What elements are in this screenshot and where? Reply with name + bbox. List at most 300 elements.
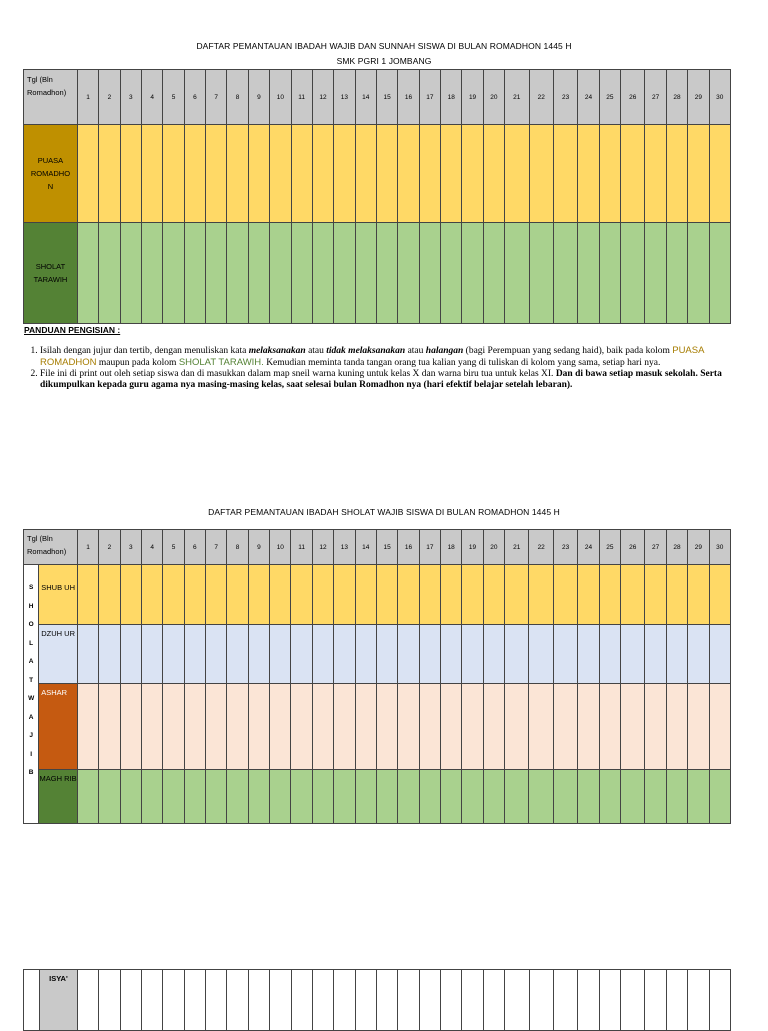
entry-cell-day-28[interactable] xyxy=(666,684,687,770)
entry-cell-day-18[interactable] xyxy=(441,223,462,324)
entry-cell-day-24[interactable] xyxy=(578,223,599,324)
entry-cell-day-22[interactable] xyxy=(529,625,553,684)
day-header-8: 8 xyxy=(227,530,248,565)
entry-cell-day-30[interactable] xyxy=(709,684,731,770)
entry-cell-day-28[interactable] xyxy=(666,770,687,824)
day-header-20: 20 xyxy=(483,530,504,565)
entry-cell-day-20[interactable] xyxy=(483,223,504,324)
entry-cell-day-13[interactable] xyxy=(334,770,355,824)
day-header-11: 11 xyxy=(291,530,312,565)
row-isya xyxy=(24,970,731,1031)
entry-cell-day-21[interactable] xyxy=(505,565,529,625)
entry-cell-day-4[interactable] xyxy=(141,125,162,223)
guide-bold-instruction: Dan di bawa setiap masuk sekolah. Serta dikumpulkan kepada guru agama nya masing-masing kelas, saat selesai bulan Romadhon nya (hari efektif belajar setelah lebaran). xyxy=(40,369,722,390)
day-header-4: 4 xyxy=(141,70,162,125)
table1-title: DAFTAR PEMANTAUAN IBADAH WAJIB DAN SUNNAH SISWA DI BULAN ROMADHON 1445 H xyxy=(196,41,572,51)
entry-cell-day-14[interactable] xyxy=(355,970,376,1031)
entry-cell-day-27[interactable] xyxy=(645,770,666,824)
entry-cell-day-26[interactable] xyxy=(621,625,645,684)
entry-cell-day-9[interactable] xyxy=(248,125,269,223)
date-header-label: Tgl (Bln Romadhon) xyxy=(24,530,78,565)
day-header-24: 24 xyxy=(578,530,599,565)
entry-cell-day-19[interactable] xyxy=(462,223,483,324)
entry-cell-day-16[interactable] xyxy=(398,625,419,684)
table3 xyxy=(23,969,731,1031)
day-header-15: 15 xyxy=(376,70,397,125)
entry-cell-day-29[interactable] xyxy=(688,125,709,223)
entry-cell-day-18[interactable] xyxy=(441,684,462,770)
entry-cell-day-5[interactable] xyxy=(163,684,184,770)
day-header-27: 27 xyxy=(645,530,666,565)
day-header-12: 12 xyxy=(312,530,333,565)
entry-cell-day-1[interactable] xyxy=(77,223,98,324)
entry-cell-day-27[interactable] xyxy=(645,970,666,1031)
day-header-23: 23 xyxy=(553,530,577,565)
entry-cell-day-20[interactable] xyxy=(483,770,504,824)
day-header-19: 19 xyxy=(462,70,483,125)
day-header-23: 23 xyxy=(553,70,577,125)
entry-cell-day-17[interactable] xyxy=(419,625,440,684)
entry-cell-day-10[interactable] xyxy=(270,223,291,324)
entry-cell-day-25[interactable] xyxy=(599,565,620,625)
entry-cell-day-23[interactable] xyxy=(553,684,577,770)
entry-cell-day-22[interactable] xyxy=(529,684,553,770)
entry-cell-day-13[interactable] xyxy=(334,970,355,1031)
day-header-20: 20 xyxy=(483,70,504,125)
entry-cell-day-29[interactable] xyxy=(688,223,709,324)
entry-cell-day-11[interactable] xyxy=(291,223,312,324)
entry-cell-day-23[interactable] xyxy=(553,223,577,324)
day-header-5: 5 xyxy=(163,70,184,125)
entry-cell-day-23[interactable] xyxy=(553,770,577,824)
entry-cell-day-30[interactable] xyxy=(709,970,730,1031)
entry-cell-day-5[interactable] xyxy=(163,125,184,223)
entry-cell-day-8[interactable] xyxy=(227,125,248,223)
day-header-21: 21 xyxy=(505,70,529,125)
entry-cell-day-1[interactable] xyxy=(77,125,98,223)
entry-cell-day-30[interactable] xyxy=(709,125,730,223)
day-header-25: 25 xyxy=(599,530,620,565)
entry-cell-day-17[interactable] xyxy=(419,565,440,625)
date-header-label: Tgl (Bln Romadhon) xyxy=(24,70,78,125)
entry-cell-day-21[interactable] xyxy=(505,684,529,770)
entry-cell-day-18[interactable] xyxy=(441,970,462,1031)
entry-cell-day-12[interactable] xyxy=(312,125,333,223)
entry-cell-day-2[interactable] xyxy=(99,970,120,1031)
entry-cell-day-9[interactable] xyxy=(248,223,269,324)
entry-cell-day-6[interactable] xyxy=(184,770,205,824)
entry-cell-day-14[interactable] xyxy=(355,625,376,684)
entry-cell-day-21[interactable] xyxy=(505,770,529,824)
entry-cell-day-21[interactable] xyxy=(505,625,529,684)
entry-cell-day-16[interactable] xyxy=(398,223,419,324)
entry-cell-day-24[interactable] xyxy=(578,565,599,625)
day-header-10: 10 xyxy=(270,70,291,125)
entry-cell-day-19[interactable] xyxy=(462,770,483,824)
entry-cell-day-11[interactable] xyxy=(291,970,312,1031)
entry-cell-day-27[interactable] xyxy=(645,565,666,625)
entry-cell-day-3[interactable] xyxy=(120,125,141,223)
entry-cell-day-8[interactable] xyxy=(227,565,248,625)
entry-cell-day-26[interactable] xyxy=(621,970,645,1031)
entry-cell-day-29[interactable] xyxy=(688,565,709,625)
day-header-10: 10 xyxy=(270,530,291,565)
entry-cell-day-27[interactable] xyxy=(645,125,666,223)
entry-cell-day-17[interactable] xyxy=(419,770,440,824)
entry-cell-day-1[interactable] xyxy=(77,684,98,770)
entry-cell-day-18[interactable] xyxy=(441,770,462,824)
entry-cell-day-10[interactable] xyxy=(270,625,291,684)
day-header-5: 5 xyxy=(163,530,184,565)
day-header-6: 6 xyxy=(184,70,205,125)
day-header-6: 6 xyxy=(184,530,205,565)
table2-title: DAFTAR PEMANTAUAN IBADAH SHOLAT WAJIB SISWA DI BULAN ROMADHON 1445 H xyxy=(208,507,560,517)
entry-cell-day-16[interactable] xyxy=(398,684,419,770)
entry-cell-day-11[interactable] xyxy=(291,625,312,684)
entry-cell-day-16[interactable] xyxy=(398,770,419,824)
entry-cell-day-21[interactable] xyxy=(505,223,529,324)
guide-text xyxy=(24,345,724,391)
entry-cell-day-1[interactable] xyxy=(77,770,98,824)
entry-cell-day-26[interactable] xyxy=(621,684,645,770)
row-puasa xyxy=(24,125,731,223)
entry-cell-day-24[interactable] xyxy=(578,684,599,770)
day-header-8: 8 xyxy=(227,70,248,125)
day-header-14: 14 xyxy=(355,70,376,125)
day-header-26: 26 xyxy=(621,530,645,565)
day-header-13: 13 xyxy=(334,70,355,125)
entry-cell-day-3[interactable] xyxy=(120,223,141,324)
entry-cell-day-5[interactable] xyxy=(163,970,184,1031)
day-header-11: 11 xyxy=(291,70,312,125)
entry-cell-day-20[interactable] xyxy=(483,125,504,223)
day-header-18: 18 xyxy=(441,530,462,565)
entry-cell-day-24[interactable] xyxy=(578,625,599,684)
entry-cell-day-7[interactable] xyxy=(206,970,227,1031)
entry-cell-day-25[interactable] xyxy=(599,625,620,684)
table1 xyxy=(23,69,731,324)
entry-cell-day-3[interactable] xyxy=(120,684,141,770)
day-header-2: 2 xyxy=(99,70,120,125)
day-header-19: 19 xyxy=(462,530,483,565)
entry-cell-day-29[interactable] xyxy=(688,684,709,770)
day-header-17: 17 xyxy=(419,530,440,565)
entry-cell-day-29[interactable] xyxy=(688,625,709,684)
entry-cell-day-20[interactable] xyxy=(483,625,504,684)
guide-text-segment: Isilah dengan jujur dan tertib, dengan menuliskan kata xyxy=(40,346,249,356)
entry-cell-day-26[interactable] xyxy=(621,770,645,824)
entry-cell-day-29[interactable] xyxy=(688,770,709,824)
entry-cell-day-13[interactable] xyxy=(334,684,355,770)
entry-cell-day-3[interactable] xyxy=(120,770,141,824)
entry-cell-day-27[interactable] xyxy=(645,223,666,324)
entry-cell-day-6[interactable] xyxy=(184,223,205,324)
entry-cell-day-20[interactable] xyxy=(483,565,504,625)
day-header-17: 17 xyxy=(419,70,440,125)
entry-cell-day-22[interactable] xyxy=(529,125,553,223)
entry-cell-day-28[interactable] xyxy=(666,223,687,324)
entry-cell-day-9[interactable] xyxy=(248,625,269,684)
day-header-16: 16 xyxy=(398,530,419,565)
entry-cell-day-6[interactable] xyxy=(184,565,205,625)
entry-cell-day-14[interactable] xyxy=(355,770,376,824)
row-shubuh xyxy=(24,565,731,625)
guide-text-segment: atau xyxy=(405,346,426,356)
guide-puasa-ref: PUASA ROMADHON xyxy=(40,345,704,368)
entry-cell-day-21[interactable] xyxy=(505,125,529,223)
entry-cell-day-18[interactable] xyxy=(441,565,462,625)
entry-cell-day-18[interactable] xyxy=(441,625,462,684)
guide-emph-tidak: tidak melaksanakan xyxy=(326,346,406,356)
entry-cell-day-10[interactable] xyxy=(270,684,291,770)
row-label-isya: ISYA' xyxy=(40,970,77,1030)
entry-cell-day-30[interactable] xyxy=(709,625,731,684)
entry-cell-day-12[interactable] xyxy=(312,625,333,684)
day-header-1: 1 xyxy=(77,530,98,565)
day-header-30: 30 xyxy=(709,530,731,565)
day-header-18: 18 xyxy=(441,70,462,125)
entry-cell-day-19[interactable] xyxy=(462,684,483,770)
entry-cell-day-6[interactable] xyxy=(184,625,205,684)
entry-cell-day-2[interactable] xyxy=(99,684,120,770)
entry-cell-day-12[interactable] xyxy=(312,684,333,770)
day-header-24: 24 xyxy=(578,70,599,125)
entry-cell-day-27[interactable] xyxy=(645,684,666,770)
entry-cell-day-8[interactable] xyxy=(227,970,248,1031)
entry-cell-day-2[interactable] xyxy=(99,223,120,324)
guide-item-1 xyxy=(40,345,724,369)
entry-cell-day-4[interactable] xyxy=(141,625,162,684)
entry-cell-day-6[interactable] xyxy=(184,684,205,770)
entry-cell-day-14[interactable] xyxy=(355,684,376,770)
side-label-text: S H O L A T W A J I B xyxy=(28,584,37,776)
entry-cell-day-15[interactable] xyxy=(376,770,397,824)
entry-cell-day-19[interactable] xyxy=(462,565,483,625)
row-ashar xyxy=(24,684,731,770)
entry-cell-day-25[interactable] xyxy=(599,684,620,770)
entry-cell-day-18[interactable] xyxy=(441,125,462,223)
day-header-29: 29 xyxy=(688,530,709,565)
entry-cell-day-5[interactable] xyxy=(163,223,184,324)
guide-text-segment: File ini di print out oleh setiap siswa dan di masukkan dalam map sneil warna kuning untuk kelas X dan warna biru tua untuk kelas XI. xyxy=(40,369,556,379)
entry-cell-day-14[interactable] xyxy=(355,565,376,625)
day-header-30: 30 xyxy=(709,70,730,125)
entry-cell-day-25[interactable] xyxy=(599,970,620,1031)
entry-cell-day-30[interactable] xyxy=(709,770,731,824)
entry-cell-day-9[interactable] xyxy=(248,970,269,1031)
entry-cell-day-17[interactable] xyxy=(419,125,440,223)
day-header-13: 13 xyxy=(334,530,355,565)
entry-cell-day-16[interactable] xyxy=(398,970,419,1031)
entry-cell-day-7[interactable] xyxy=(206,565,227,625)
guide-emph-melaksanakan: melaksanakan xyxy=(248,346,306,356)
entry-cell-day-22[interactable] xyxy=(529,970,553,1031)
day-header-28: 28 xyxy=(666,530,687,565)
guide-tarawih-ref: SHOLAT TARAWIH. xyxy=(178,357,264,368)
entry-cell-day-4[interactable] xyxy=(141,770,162,824)
entry-cell-day-2[interactable] xyxy=(99,565,120,625)
day-header-16: 16 xyxy=(398,70,419,125)
entry-cell-day-12[interactable] xyxy=(312,223,333,324)
entry-cell-day-10[interactable] xyxy=(270,770,291,824)
entry-cell-day-7[interactable] xyxy=(206,223,227,324)
entry-cell-day-20[interactable] xyxy=(483,970,504,1031)
entry-cell-day-12[interactable] xyxy=(312,565,333,625)
entry-cell-day-4[interactable] xyxy=(141,970,162,1031)
entry-cell-day-13[interactable] xyxy=(334,125,355,223)
entry-cell-day-9[interactable] xyxy=(248,565,269,625)
entry-cell-day-4[interactable] xyxy=(141,565,162,625)
entry-cell-day-6[interactable] xyxy=(184,125,205,223)
entry-cell-day-10[interactable] xyxy=(270,565,291,625)
entry-cell-day-15[interactable] xyxy=(376,684,397,770)
entry-cell-day-15[interactable] xyxy=(376,565,397,625)
entry-cell-day-8[interactable] xyxy=(227,223,248,324)
entry-cell-day-28[interactable] xyxy=(666,625,687,684)
entry-cell-day-2[interactable] xyxy=(99,125,120,223)
entry-cell-day-20[interactable] xyxy=(483,684,504,770)
entry-cell-day-21[interactable] xyxy=(505,970,529,1031)
entry-cell-day-28[interactable] xyxy=(666,565,687,625)
entry-cell-day-5[interactable] xyxy=(163,565,184,625)
entry-cell-day-16[interactable] xyxy=(398,125,419,223)
entry-cell-day-22[interactable] xyxy=(529,770,553,824)
entry-cell-day-8[interactable] xyxy=(227,684,248,770)
row-label-ashar: ASHAR xyxy=(39,684,78,770)
entry-cell-day-6[interactable] xyxy=(184,970,205,1031)
entry-cell-day-13[interactable] xyxy=(334,625,355,684)
day-header-15: 15 xyxy=(376,530,397,565)
entry-cell-day-30[interactable] xyxy=(709,223,730,324)
day-header-7: 7 xyxy=(206,530,227,565)
guide-text-segment: maupun pada kolom xyxy=(96,358,179,368)
row-dzuhur xyxy=(24,625,731,684)
entry-cell-day-28[interactable] xyxy=(666,970,687,1031)
entry-cell-day-14[interactable] xyxy=(355,125,376,223)
entry-cell-day-11[interactable] xyxy=(291,684,312,770)
entry-cell-day-11[interactable] xyxy=(291,565,312,625)
entry-cell-day-10[interactable] xyxy=(270,970,291,1031)
entry-cell-day-22[interactable] xyxy=(529,223,553,324)
entry-cell-day-24[interactable] xyxy=(578,770,599,824)
entry-cell-day-17[interactable] xyxy=(419,970,440,1031)
entry-cell-day-4[interactable] xyxy=(141,684,162,770)
day-header-9: 9 xyxy=(248,530,269,565)
entry-cell-day-5[interactable] xyxy=(163,625,184,684)
day-header-9: 9 xyxy=(248,70,269,125)
entry-cell-day-23[interactable] xyxy=(553,125,577,223)
entry-cell-day-4[interactable] xyxy=(141,223,162,324)
entry-cell-day-23[interactable] xyxy=(553,970,577,1031)
entry-cell-day-7[interactable] xyxy=(206,770,227,824)
entry-cell-day-3[interactable] xyxy=(120,565,141,625)
entry-cell-day-12[interactable] xyxy=(312,970,333,1031)
day-header-28: 28 xyxy=(666,70,687,125)
entry-cell-day-27[interactable] xyxy=(645,625,666,684)
guide-heading: PANDUAN PENGISIAN : xyxy=(24,325,121,335)
day-header-12: 12 xyxy=(312,70,333,125)
day-header-3: 3 xyxy=(120,530,141,565)
entry-cell-day-5[interactable] xyxy=(163,770,184,824)
entry-cell-day-3[interactable] xyxy=(120,625,141,684)
entry-cell-day-15[interactable] xyxy=(376,970,397,1031)
entry-cell-day-24[interactable] xyxy=(578,125,599,223)
day-header-27: 27 xyxy=(645,70,666,125)
row-label-puasa: PUASA ROMADHO N xyxy=(24,125,78,223)
entry-cell-day-26[interactable] xyxy=(621,125,645,223)
entry-cell-day-14[interactable] xyxy=(355,223,376,324)
entry-cell-day-9[interactable] xyxy=(248,770,269,824)
entry-cell-day-13[interactable] xyxy=(334,223,355,324)
day-header-2: 2 xyxy=(99,530,120,565)
entry-cell-day-30[interactable] xyxy=(709,565,731,625)
entry-cell-day-26[interactable] xyxy=(621,565,645,625)
entry-cell-day-1[interactable] xyxy=(77,625,98,684)
entry-cell-day-12[interactable] xyxy=(312,770,333,824)
entry-cell-day-7[interactable] xyxy=(206,125,227,223)
entry-cell-day-1[interactable] xyxy=(77,565,98,625)
entry-cell-day-16[interactable] xyxy=(398,565,419,625)
entry-cell-day-19[interactable] xyxy=(462,625,483,684)
day-header-4: 4 xyxy=(141,530,162,565)
entry-cell-day-11[interactable] xyxy=(291,125,312,223)
entry-cell-day-8[interactable] xyxy=(227,625,248,684)
entry-cell-day-2[interactable] xyxy=(99,625,120,684)
day-header-7: 7 xyxy=(206,70,227,125)
guide-item-2 xyxy=(40,369,724,391)
entry-cell-day-28[interactable] xyxy=(666,125,687,223)
entry-cell-day-24[interactable] xyxy=(578,970,599,1031)
entry-cell-day-29[interactable] xyxy=(688,970,709,1031)
entry-cell-day-7[interactable] xyxy=(206,684,227,770)
entry-cell-day-26[interactable] xyxy=(621,223,645,324)
entry-cell-day-3[interactable] xyxy=(120,970,141,1031)
day-header-22: 22 xyxy=(529,530,553,565)
entry-cell-day-25[interactable] xyxy=(599,770,620,824)
entry-cell-day-22[interactable] xyxy=(529,565,553,625)
day-header-14: 14 xyxy=(355,530,376,565)
day-header-22: 22 xyxy=(529,70,553,125)
entry-cell-day-9[interactable] xyxy=(248,684,269,770)
row-label-dzuhur: DZUH UR xyxy=(39,625,78,684)
row-label-tarawih: SHOLAT TARAWIH xyxy=(24,223,78,324)
entry-cell-day-11[interactable] xyxy=(291,770,312,824)
row-label-maghrib: MAGH RIB xyxy=(39,770,78,824)
entry-cell-day-25[interactable] xyxy=(599,223,620,324)
entry-cell-day-17[interactable] xyxy=(419,684,440,770)
entry-cell-day-17[interactable] xyxy=(419,223,440,324)
day-header-21: 21 xyxy=(505,530,529,565)
entry-cell-day-23[interactable] xyxy=(553,625,577,684)
entry-cell-day-8[interactable] xyxy=(227,770,248,824)
day-header-25: 25 xyxy=(599,70,620,125)
entry-cell-day-10[interactable] xyxy=(270,125,291,223)
entry-cell-day-2[interactable] xyxy=(99,770,120,824)
side-label-sholat-wajib xyxy=(24,565,39,824)
entry-cell-day-23[interactable] xyxy=(553,565,577,625)
guide-emph-halangan: halangan xyxy=(425,346,464,356)
entry-cell-day-13[interactable] xyxy=(334,565,355,625)
entry-cell-day-15[interactable] xyxy=(376,223,397,324)
entry-cell-day-19[interactable] xyxy=(462,125,483,223)
entry-cell-day-25[interactable] xyxy=(599,125,620,223)
day-header-26: 26 xyxy=(621,70,645,125)
entry-cell-day-15[interactable] xyxy=(376,125,397,223)
entry-cell-day-19[interactable] xyxy=(462,970,483,1031)
entry-cell-day-7[interactable] xyxy=(206,625,227,684)
entry-cell-day-15[interactable] xyxy=(376,625,397,684)
entry-cell-day-1[interactable] xyxy=(77,970,98,1031)
